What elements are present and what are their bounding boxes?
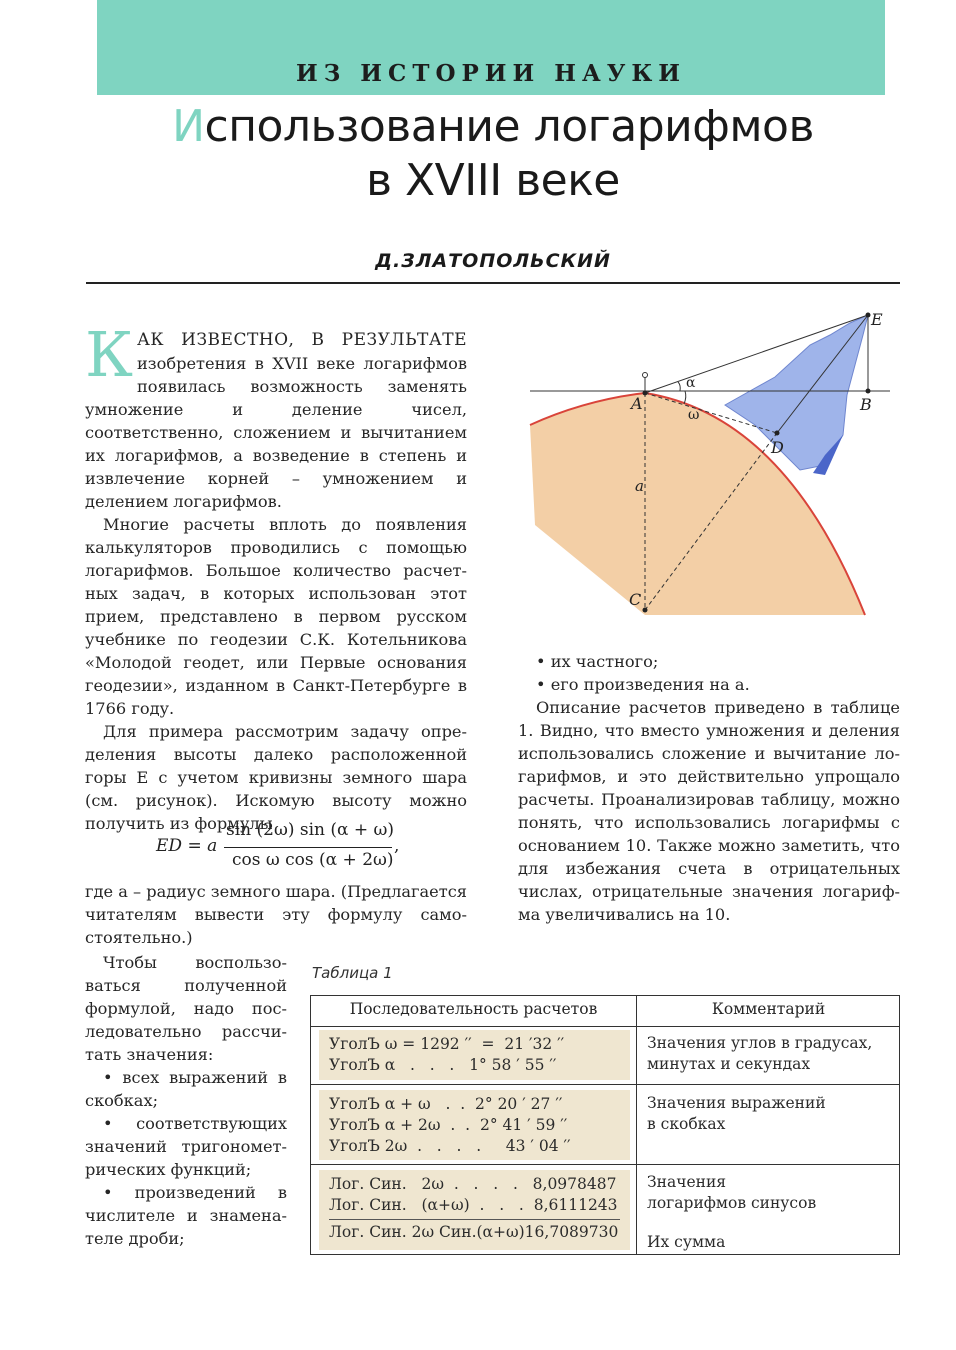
bullet-item: • их частного;: [518, 650, 900, 673]
article-title: [60, 100, 926, 208]
table-row-1-comment: [647, 1033, 897, 1075]
bullet-item: • произведений в числителе и знаменателе дроби;: [85, 1181, 287, 1250]
paragraph-5: Чтобы воспользоваться полученной формулой, надо последовательно рассчитать значения:: [85, 953, 287, 1064]
calc-line: УголЪ α . . . 1° 58 ′ 55 ′′: [329, 1056, 557, 1074]
comment-line: Значения углов в градусах,: [647, 1034, 873, 1052]
calc-line: УголЪ α + ω . . 2° 20 ′ 27 ′′: [329, 1095, 563, 1113]
calc-line: УголЪ 2ω . . . . 43 ′ 04 ′′: [329, 1137, 571, 1155]
point-c: [643, 608, 648, 613]
point-b: [866, 389, 871, 394]
height-formula: [150, 818, 450, 878]
point-e: [866, 313, 871, 318]
table-row-2-comment: [647, 1093, 897, 1135]
table-row-1-calc: [319, 1030, 630, 1080]
table-header-rule: [311, 1026, 899, 1027]
table-column-divider: [636, 996, 637, 1254]
formula-numerator: sin (2ω) sin (α + ω): [226, 820, 395, 840]
label-radius-a: a: [635, 477, 644, 495]
comment-line: Значения выражений: [647, 1094, 826, 1112]
title-line-1: спользование логарифмов: [204, 101, 814, 152]
label-b: B: [860, 395, 872, 414]
bullet-item: • всех выражений в скобках;: [85, 1066, 287, 1112]
label-omega: ω: [688, 407, 700, 423]
formula-denominator: cos ω cos (α + 2ω): [232, 850, 394, 870]
comment-line: Значения: [647, 1173, 727, 1191]
table-row-3-comment: [647, 1172, 897, 1253]
narrow-column: [85, 951, 287, 1250]
paragraph-4-block: [85, 880, 467, 949]
header-rule: [86, 282, 900, 284]
paragraph-2: Многие расчеты вплоть до появления калькуляторов проводились с помощью логарифмов. Большое количество расчетных задач, в которых использован этот прием, представлено в первом русском учебнике по геодезии С.К. Котельникова «Молодой геодет, или Первые основания геодезии», изданном в Санкт-Петербурге в 1766 году.: [85, 515, 467, 718]
point-d: [775, 431, 780, 436]
alpha-arc: [678, 382, 680, 391]
table-header-comment: Комментарий: [711, 1000, 826, 1018]
right-column: [518, 650, 900, 926]
table-header-sequence: Последовательность расчетов: [349, 1000, 598, 1018]
bullet-item: • его произведения на a.: [518, 673, 900, 696]
table-row-divider: [311, 1084, 899, 1085]
table-row-2-calc: [319, 1090, 630, 1160]
label-a: A: [631, 394, 643, 413]
geodesy-figure: [525, 305, 905, 625]
calc-sum-line: Лог. Син. 2ω Син.(α+ω)16,7089730: [329, 1219, 620, 1243]
rubric: ИЗ ИСТОРИИ НАУКИ: [295, 60, 687, 87]
comment-line: логарифмов синусов: [647, 1194, 817, 1212]
table-row-3-calc: [319, 1170, 630, 1250]
formula-comma: ,: [394, 836, 400, 856]
comment-line: минутах и секундах: [647, 1055, 811, 1073]
calc-line: УголЪ α + 2ω . . 2° 41 ′ 59 ′′: [329, 1116, 568, 1134]
drop-cap: К: [85, 318, 133, 391]
left-column: [85, 318, 467, 835]
omega-arc: [684, 391, 686, 404]
comment-sum: Их сумма: [647, 1233, 726, 1251]
label-c: C: [629, 590, 642, 609]
label-alpha: α: [686, 375, 696, 391]
calc-line: Лог. Син. (α+ω) . . . 8,6111243: [329, 1196, 618, 1214]
point-a: [643, 391, 648, 396]
table-row-divider: [311, 1164, 899, 1165]
paragraph-6: Описание расчетов приведено в таблице 1. Видно, что вместо умножения и деления использовались сложение и вычитание логарифмов, и это действительно упрощало расчеты. Проанализировав таблицу, можно понять, что использовались логарифмы с основанием 10. Также можно заметить, что для избежания счета в отрицательных числах, отрицательные значения логарифма увеличивались на 10.: [518, 698, 900, 924]
calculation-table: [310, 995, 900, 1255]
label-e: E: [871, 310, 883, 329]
bullet-item: • соответствующих значений тригонометрических функций;: [85, 1112, 287, 1181]
paragraph-1: [85, 318, 467, 513]
author: Д.ЗЛАТОПОЛЬСКИЙ: [375, 250, 611, 272]
paragraph-3: Для примера рассмотрим задачу определения высоты далеко расположенной горы E с учетом кривизны земного шара (см. рисунок). Искомую высоту можно получить из формулы: [85, 722, 467, 833]
table-caption: Таблица 1: [312, 964, 393, 982]
paragraph-4: где a – радиус земного шара. (Предлагается читателям вывести эту формулу самостоятельно.): [85, 882, 467, 947]
label-d: D: [771, 438, 784, 457]
title-initial: И: [172, 101, 205, 152]
paragraph-1-text: изобретения в XVII веке логарифмов появилась возможность заменять умножение и деление чисел, соответственно, сложением и вычитанием их логарифмов, а возведение в степень и извлечение корней – умножением и делением логарифмов.: [85, 354, 467, 511]
formula-lhs: ED = a: [156, 836, 218, 856]
fraction-bar: [224, 847, 392, 848]
paragraph-1-caps: АК ИЗВЕСТНО, В РЕЗУЛЬТАТЕ: [136, 330, 467, 350]
comment-line: в скобках: [647, 1115, 726, 1133]
title-line-2: в XVIII веке: [366, 155, 620, 206]
observer-head: [643, 373, 648, 378]
calc-line: УголЪ ω = 1292 ′′ = 21 ′32 ′′: [329, 1035, 565, 1053]
calc-line: Лог. Син. 2ω . . . . 8,0978487: [329, 1175, 617, 1193]
